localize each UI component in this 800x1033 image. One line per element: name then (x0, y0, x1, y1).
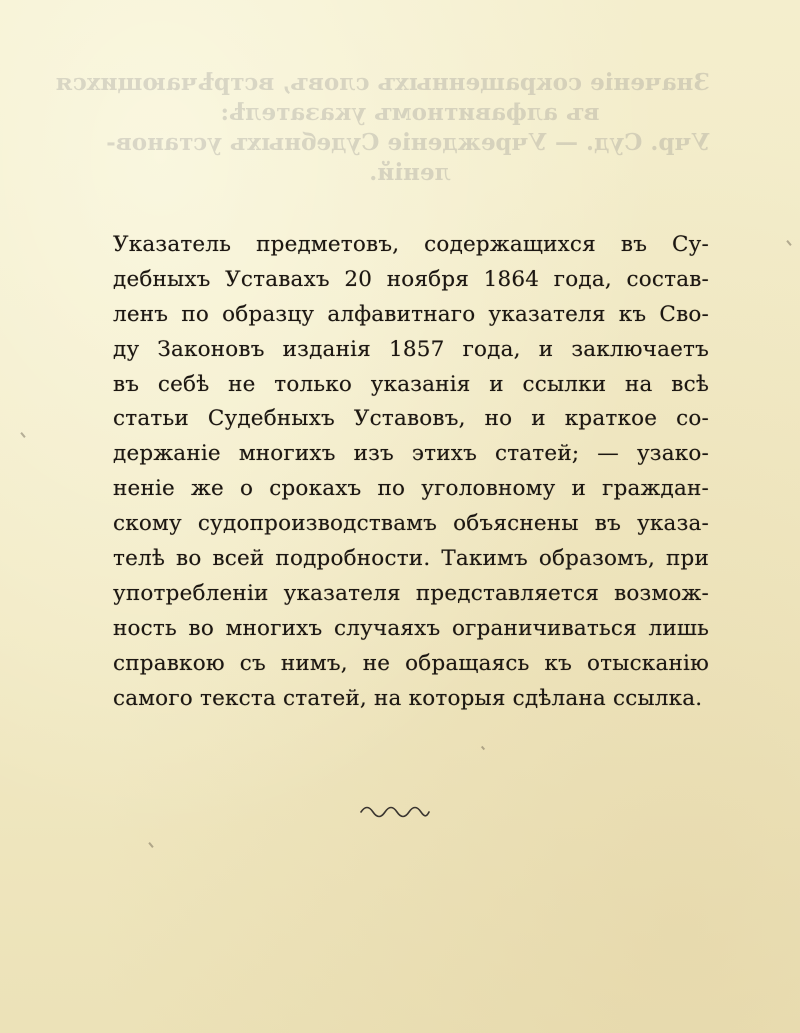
text-line: дебныхъ Уставахъ 20 ноября 1864 года, состав- (113, 266, 709, 292)
text-line: въ себѣ не только указанія и ссылки на всѣ (113, 371, 709, 397)
wave-ornament-icon (355, 800, 435, 820)
bleed-through-text (55, 68, 710, 188)
text-line: ность во многихъ случаяхъ ограничиваться лишь (113, 615, 709, 641)
text-line: статьи Судебныхъ Уставовъ, но и краткое со- (113, 406, 709, 432)
text-line: телѣ во всей подробности. Такимъ образомъ, при (113, 546, 709, 572)
bleed-line: въ алфавитномъ указателѣ: (220, 99, 600, 126)
bleed-line: Значеніе сокращенныхъ словъ, встрѣчающихся (55, 69, 710, 96)
text-line: держаніе многихъ изъ этихъ статей; — узако- (113, 441, 709, 467)
text-line: неніе же о срокахъ по уголовному и граждан- (113, 476, 709, 502)
text-line: Указатель предметовъ, содержащихся въ Су- (113, 232, 709, 257)
text-line: ду Законовъ изданія 1857 года, и заключаетъ (113, 336, 709, 362)
bleed-line: леній. (369, 159, 451, 186)
text-line: скому судопроизводствамъ объяснены въ указа- (113, 511, 709, 537)
text-line: самого текста статей, на которыя сдѣлана ссылка. (113, 685, 703, 711)
bleed-line: Учр. Суд. — Учрежденіе Судебныхъ установ- (106, 129, 710, 156)
text-line: справкою съ нимъ, не обращаясь къ отысканію (113, 650, 709, 676)
text-line: ленъ по образцу алфавитнаго указателя къ Сво- (113, 301, 709, 327)
text-line: употребленіи указателя представляется возмож- (113, 580, 709, 606)
body-paragraph (113, 228, 709, 716)
